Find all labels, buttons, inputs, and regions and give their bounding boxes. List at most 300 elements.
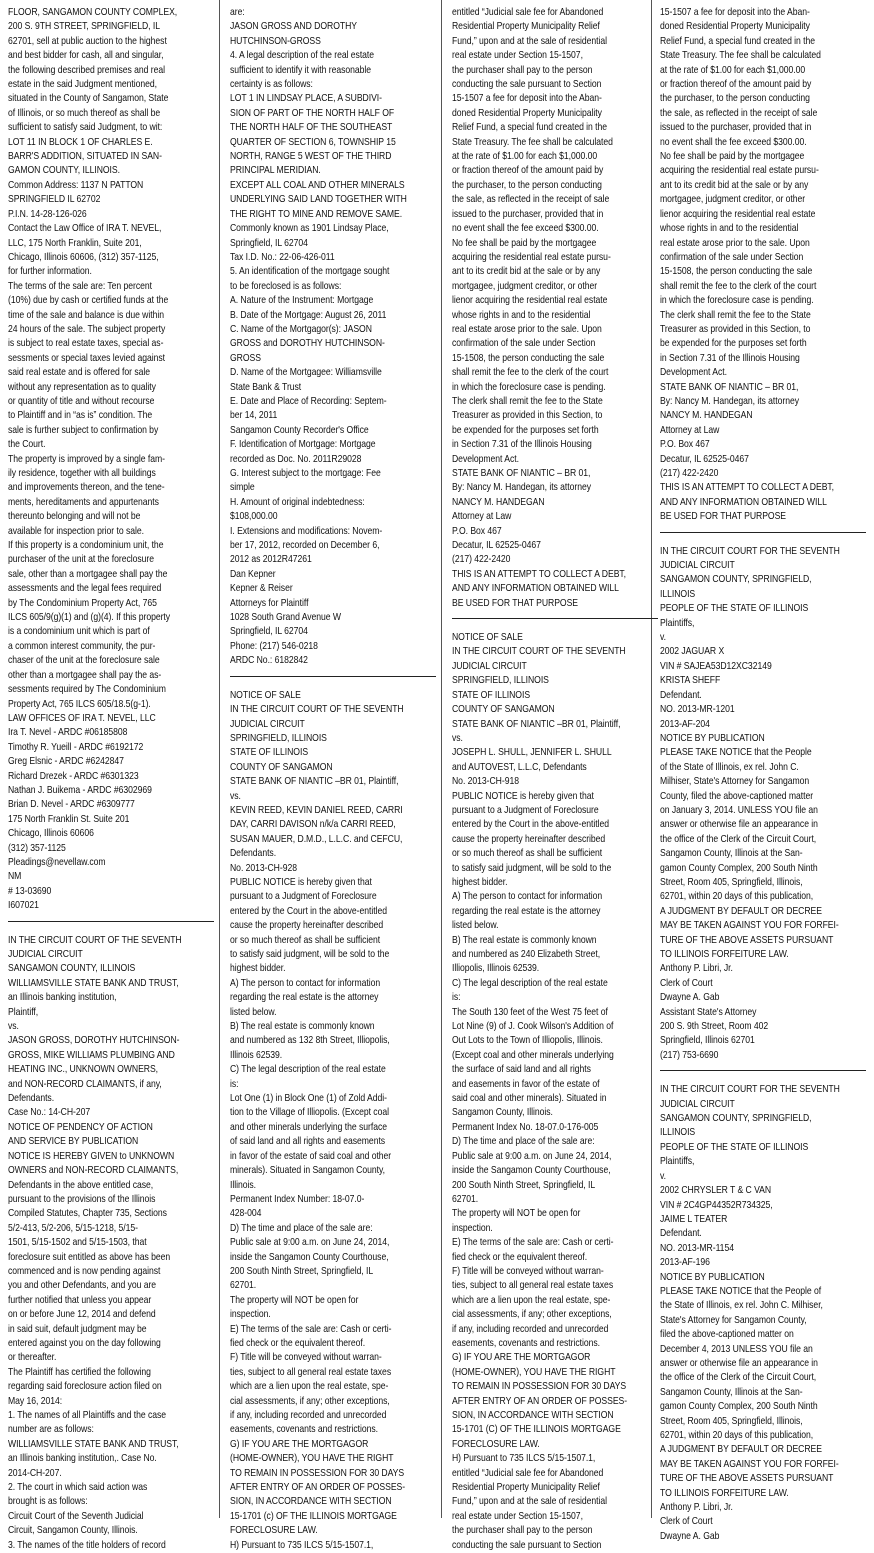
text-line: IN THE CIRCUIT COURT FOR THE SEVENTH (660, 545, 840, 557)
text-line: time of the sale and balance is due within (8, 309, 164, 321)
text-line: I. Extensions and modifications: Novem- (230, 525, 383, 537)
text-line: VIN # 2C4GP44352R734325, (660, 1199, 773, 1211)
text-line: acquiring the residential real estate pursu- (452, 251, 611, 263)
text-line: purchaser of the unit at the foreclosure (8, 554, 155, 566)
text-line: 15-1507 a fee for deposit into the Aban- (660, 7, 810, 18)
text-line: NOTICE BY PUBLICATION (660, 1271, 765, 1283)
text-line: no event shall the fee exceed $300.00. (452, 223, 599, 235)
text-line: C. Name of the Mortgagor(s): JASON (230, 323, 372, 335)
text-line: P.O. Box 467 (660, 439, 710, 451)
text-line: sale, other than a mortgagee shall pay the (8, 568, 168, 580)
text-line: in Section 7.31 of the Illinois Housing (452, 439, 592, 451)
text-line: BE USED FOR THAT PURPOSE (452, 597, 579, 609)
text-line: SION, IN ACCORDANCE WITH SECTION (452, 1410, 614, 1421)
column-1 (8, 6, 214, 1553)
text-line: the purchaser shall pay to the person (452, 64, 593, 76)
text-line: C) The legal description of the real estate (230, 1064, 386, 1076)
text-line: Illiopolis, Illinois 62539. (452, 963, 540, 975)
text-line: 2002 CHRYSLER T & C VAN (660, 1185, 772, 1197)
text-line: fied check or the equivalent thereof. (452, 1251, 588, 1263)
text-line: NORTH, RANGE 5 WEST OF THE THIRD (230, 151, 392, 163)
text-line: and improvements thereon, and the tene- (8, 482, 165, 494)
text-line: number are as follows: (8, 1424, 94, 1436)
text-line: Brian D. Nevel - ARDC #6309777 (8, 799, 135, 811)
text-line: issued to the purchaser, provided that in (660, 122, 812, 134)
text-line: sale is further subject to confirmation by (8, 424, 159, 436)
text-line: PUBLIC NOTICE is hereby given that (230, 876, 372, 888)
text-line: is: (452, 992, 461, 1004)
text-line: of Illinois, or so much thereof as shall be (8, 107, 161, 119)
text-line: tion to the Village of Illiopolis. (Except coal (230, 1107, 389, 1119)
text-line: KEVIN REED, KEVIN DANIEL REED, CARRI (230, 804, 403, 816)
text-line: LLC, 175 North Franklin, Suite 201, (8, 237, 142, 249)
text-line: TURE OF THE ABOVE ASSETS PURSUANT (660, 934, 834, 946)
text-line: SANGAMON COUNTY, SPRINGFIELD, (660, 1113, 812, 1125)
text-line: NANCY M. HANDEGAN (660, 410, 753, 422)
text-line: JOSEPH L. SHULL, JENNIFER L. SHULL (452, 747, 612, 759)
text-line: COUNTY OF SANGAMON (230, 761, 333, 773)
text-line: IN THE CIRCUIT COURT OF THE SEVENTH (8, 934, 182, 946)
text-line: which are a lien upon the real estate, spe- (452, 1294, 611, 1306)
text-line: AND ANY INFORMATION OBTAINED WILL (660, 496, 827, 508)
text-line: Illinois. (230, 1179, 256, 1191)
text-line: STATE OF ILLINOIS (452, 689, 531, 701)
text-line: regarding the real estate is the attorney (230, 992, 379, 1004)
text-line: said real estate and is offered for sale (8, 367, 151, 379)
text-line: the sale, as reflected in the receipt of sale (452, 194, 610, 206)
text-line: simple (230, 482, 255, 494)
text-line: Defendants. (230, 848, 277, 860)
text-line: mortgagee, judgment creditor, or other (660, 194, 806, 206)
text-line: cial assessments, if any; other exceptions, (230, 1395, 390, 1407)
text-line: or quantity of title and without recourse (8, 395, 155, 407)
text-line: STATE OF ILLINOIS (230, 747, 309, 759)
column-2 (230, 6, 436, 1553)
text-line: Chicago, Illinois 60606 (8, 828, 94, 840)
notice-separator-rule (230, 676, 436, 677)
text-line: MAY BE TAKEN AGAINST YOU FOR FORFEI- (660, 920, 839, 932)
text-line: ILLINOIS (660, 1127, 696, 1139)
text-line: in Section 7.31 of the Illinois Housing (660, 352, 800, 364)
text-line: 2013-AF-204 (660, 718, 710, 730)
text-line: The Plaintiff has certified the following (8, 1366, 151, 1378)
text-line: STATE BANK OF NIANTIC –BR 01, Plaintiff, (230, 776, 399, 788)
text-line: filed the above-captioned matter on (660, 1329, 794, 1341)
text-line: ties, subject to all general real estate taxes (452, 1280, 614, 1292)
text-line: WILLIAMSVILLE STATE BANK AND TRUST, (8, 1438, 179, 1450)
text-line: the surface of said land and all rights (452, 1064, 591, 1076)
text-line: 428-004 (230, 1208, 262, 1220)
text-line: Clerk of Court (660, 1516, 713, 1528)
text-line: 4. A legal description of the real estate (230, 50, 375, 62)
column-3 (452, 6, 658, 1553)
text-line: Lot One (1) in Block One (1) of Zold Addi- (230, 1093, 387, 1105)
text-line: SPRINGFIELD, ILLINOIS (452, 675, 549, 687)
text-line: TURE OF THE ABOVE ASSETS PURSUANT (660, 1473, 834, 1485)
text-line: JUDICIAL CIRCUIT (230, 718, 305, 730)
notice-block (660, 545, 866, 1064)
text-line: B) The real estate is commonly known (452, 934, 597, 946)
text-line: highest bidder. (452, 876, 508, 888)
text-line: ily residence, together with all buildings (8, 468, 156, 479)
text-line: By: Nancy M. Handegan, its attorney (660, 395, 799, 407)
text-line: if any, including recorded and unrecorded (452, 1323, 609, 1335)
text-line: 15-1508, the person conducting the sale (660, 266, 813, 278)
text-line: the office of the Clerk of the Circuit Court, (660, 833, 817, 845)
text-line: inspection. (452, 1222, 493, 1234)
text-line: Public sale at 9:00 a.m. on June 24, 2014, (230, 1237, 390, 1249)
text-line: NOTICE OF SALE (230, 689, 301, 701)
text-line: BE USED FOR THAT PURPOSE (660, 511, 787, 523)
text-line: sufficient to satisfy said Judgment, to wit: (8, 122, 163, 134)
text-line: lienor acquiring the residential real estate (452, 295, 608, 307)
notice-block (660, 1083, 866, 1544)
text-line: 62701, within 20 days of this publication, (660, 891, 814, 903)
text-line: WILLIAMSVILLE STATE BANK AND TRUST, (8, 977, 179, 989)
text-line: Compiled Statutes, Chapter 735, Sections (8, 1208, 167, 1220)
text-line: Anthony P. Libri, Jr. (660, 963, 733, 975)
text-line: Development Act. (660, 367, 727, 379)
text-line: Springfield, Illinois 62701 (660, 1035, 755, 1047)
text-line: Case No.: 14-CH-207 (8, 1107, 91, 1119)
text-line: FORECLOSURE LAW. (452, 1438, 540, 1450)
text-line: Relief Fund, a special fund created in the (452, 122, 608, 134)
text-line: SPRINGFIELD, ILLINOIS (230, 732, 327, 744)
text-line: in which the foreclosure case is pending. (452, 381, 606, 393)
text-line: and numbered as 240 Elizabeth Street, (452, 949, 601, 960)
text-line: pursuant to a Judgment of Foreclosure (452, 804, 599, 816)
text-line: KRISTA SHEFF (660, 675, 721, 687)
text-line: Sangamon County, Illinois. (452, 1107, 553, 1119)
text-line: 62701, sell at public auction to the highest (8, 35, 167, 47)
text-line: (HOME-OWNER), YOU HAVE THE RIGHT (452, 1366, 616, 1378)
text-line: (217) 422-2420 (660, 468, 719, 479)
text-line: QUARTER OF SECTION 6, TOWNSHIP 15 (230, 136, 396, 148)
text-line: 200 South Ninth Street, Springfield, IL (230, 1265, 374, 1277)
text-line: cial assessments, if any; other exceptions, (452, 1309, 612, 1321)
text-line: THIS IS AN ATTEMPT TO COLLECT A DEBT, (452, 568, 627, 580)
text-line: ILLINOIS (660, 588, 696, 600)
text-line: IN THE CIRCUIT COURT FOR THE SEVENTH (660, 1084, 840, 1096)
text-line: Illinois 62539. (230, 1049, 283, 1061)
text-line: DAY, CARRI DAVISON n/k/a CARRI REED, (230, 819, 396, 831)
column-divider (441, 0, 442, 1518)
text-line: Defendants. (8, 1093, 55, 1105)
text-line: ant to its credit bid at the sale or by any (660, 179, 809, 191)
text-line: Public sale at 9:00 a.m. on June 24, 2014, (452, 1150, 612, 1162)
text-line: SPRINGFIELD IL 62702 (8, 194, 101, 206)
text-line: cause the property hereinafter described (230, 920, 384, 932)
text-line: PRINCIPAL MERIDIAN. (230, 165, 321, 177)
text-line: Anthony P. Libri, Jr. (660, 1502, 733, 1514)
notice-block (230, 689, 436, 1553)
text-line: for further information. (8, 266, 92, 278)
text-line: Circuit Court of the Seventh Judicial (8, 1510, 144, 1522)
text-line: PLEASE TAKE NOTICE that the People (660, 747, 812, 759)
text-line: further notified that unless you appear (8, 1294, 152, 1306)
text-line: Attorneys for Plaintiff (230, 597, 309, 609)
text-line: issued to the purchaser, provided that in (452, 208, 604, 220)
text-line: STATE BANK OF NIANTIC – BR 01, (660, 381, 799, 393)
text-line: JASON GROSS AND DOROTHY (230, 21, 357, 33)
text-line: Decatur, IL 62525-0467 (660, 453, 749, 465)
text-line: NOTICE OF PENDENCY OF ACTION (8, 1121, 153, 1133)
text-line: 2012 as 2012R47261 (230, 554, 312, 566)
text-line: cause the property hereinafter described (452, 833, 606, 845)
text-line: GROSS (230, 352, 261, 364)
text-line: of said land and all rights and easements (230, 1136, 386, 1148)
text-line: Timothy R. Yueill - ARDC #6192172 (8, 741, 144, 753)
text-line: certainty is as follows: (230, 79, 313, 91)
text-line: Plaintiffs, (660, 617, 695, 629)
text-line: (10%) due by cash or certified funds at the (8, 295, 169, 307)
text-line: E) The terms of the sale are: Cash or certi- (452, 1237, 614, 1249)
text-line: Dwayne A. Gab (660, 992, 720, 1004)
text-line: confirmation of the sale under Section (452, 338, 596, 350)
text-line: assessments and the legal fees required (8, 583, 162, 595)
text-line: A JUDGMENT BY DEFAULT OR DECREE (660, 905, 822, 917)
text-line: BARR'S ADDITION, SITUATED IN SAN- (8, 151, 162, 163)
text-line: F. Identification of Mortgage: Mortgage (230, 439, 376, 451)
text-line: whose rights in and to the residential (660, 223, 799, 235)
text-line: and NON-RECORD CLAIMANTS, if any, (8, 1078, 162, 1090)
text-line: thereunto belonging and will not be (8, 511, 141, 523)
text-line: Treasurer as provided in this Section, to (452, 410, 603, 422)
text-line: UNDERLYING SAID LAND TOGETHER WITH (230, 194, 407, 206)
text-line: JUDICIAL CIRCUIT (452, 660, 527, 672)
text-line: SANGAMON COUNTY, ILLINOIS (8, 963, 136, 975)
text-line: 62701. (452, 1193, 479, 1205)
text-line: inside the Sangamon County Courthouse, (452, 1165, 611, 1177)
text-line: G. Interest subject to the mortgage: Fee (230, 468, 381, 479)
text-line: Fund,” upon and at the sale of residential (452, 1496, 608, 1508)
text-line: Treasurer as provided in this Section, to (660, 323, 811, 335)
text-line: NOTICE BY PUBLICATION (660, 732, 765, 744)
text-line: NM (8, 871, 22, 883)
text-line: PEOPLE OF THE STATE OF ILLINOIS (660, 603, 809, 615)
text-line: Ira T. Nevel - ARDC #06185808 (8, 727, 128, 739)
text-line: SUSAN MAUER, D.M.D., L.L.C. and CEFCU, (230, 833, 403, 845)
text-line: recorded as Doc. No. 2011R29028 (230, 453, 362, 465)
text-line: VIN # SAJEA53D12XC32149 (660, 660, 772, 672)
text-line: inspection. (230, 1309, 271, 1321)
text-line: Permanent Index Number: 18-07.0- (230, 1193, 365, 1205)
text-line: sessments or special taxes levied against (8, 352, 165, 364)
text-line: PLEASE TAKE NOTICE that the People of (660, 1285, 822, 1297)
text-line: v. (660, 1170, 666, 1182)
notice-block (230, 6, 436, 669)
text-line: or so much thereof as shall be sufficient (230, 934, 381, 946)
text-line: 2014-CH-207. (8, 1467, 62, 1479)
text-line: the following described premises and real (8, 64, 165, 76)
text-line: or fraction thereof of the amount paid by (452, 165, 604, 177)
text-line: (217) 422-2420 (452, 554, 511, 566)
text-line: County, filed the above-captioned matter (660, 790, 814, 802)
text-line: said coal and other minerals). Situated in (452, 1093, 607, 1105)
notice-block (452, 6, 658, 611)
text-line: E) The terms of the sale are: Cash or certi- (230, 1323, 392, 1335)
text-line: are: (230, 7, 245, 18)
text-line: F) Title will be conveyed without warran- (452, 1265, 604, 1277)
text-line: to satisfy said judgment, will be sold to the (230, 949, 390, 960)
text-line: JAIME L TEATER (660, 1213, 728, 1225)
text-line: inside the Sangamon County Courthouse, (230, 1251, 389, 1263)
text-line: and numbered as 132 8th Street, Illiopolis, (230, 1035, 390, 1047)
text-line: JASON GROSS, DOROTHY HUTCHINSON- (8, 1035, 180, 1047)
text-line: to satisfy said judgment, will be sold to the (452, 862, 612, 874)
text-line: or fraction thereof of the amount paid by (660, 79, 812, 91)
text-line: the sale, as reflected in the receipt of sale (660, 107, 818, 119)
text-line: A JUDGMENT BY DEFAULT OR DECREE (660, 1444, 822, 1456)
text-line: B. Date of the Mortgage: August 26, 2011 (230, 309, 387, 321)
text-line: I607021 (8, 900, 39, 912)
text-line: sufficient to identify it with reasonable (230, 64, 372, 76)
text-line: Plaintiff, (8, 1006, 39, 1018)
notice-separator-rule (8, 921, 214, 922)
text-line: pursuant to a Judgment of Foreclosure (230, 891, 377, 903)
text-line: December 4, 2013 UNLESS YOU file an (660, 1343, 813, 1355)
notice-separator-rule (660, 532, 866, 533)
text-line: Lot Nine (9) of J. Cook Wilson's Addition of (452, 1021, 614, 1033)
text-line: A) The person to contact for information (230, 977, 381, 989)
text-line: without any representation as to quality (8, 381, 156, 393)
text-line: JUDICIAL CIRCUIT (8, 949, 83, 960)
text-line: AND ANY INFORMATION OBTAINED WILL (452, 583, 619, 595)
text-line: GROSS and DOROTHY HUTCHINSON- (230, 338, 385, 350)
text-line: The property is improved by a single fam- (8, 453, 165, 465)
text-line: By: Nancy M. Handegan, its attorney (452, 482, 591, 494)
text-line: the State of Illinois, ex rel. John C. Milhiser, (660, 1300, 823, 1312)
text-line: (HOME-OWNER), YOU HAVE THE RIGHT (230, 1453, 394, 1465)
text-line: LAW OFFICES OF IRA T. NEVEL, LLC (8, 712, 156, 724)
text-line: vs. (230, 790, 241, 802)
text-line: real estate arose prior to the sale. Upon (660, 237, 810, 249)
text-line: TO ILLINOIS FORFEITURE LAW. (660, 949, 789, 960)
text-line: on or before June 12, 2014 and defend (8, 1309, 156, 1321)
text-line: SION, IN ACCORDANCE WITH SECTION (230, 1496, 392, 1508)
text-line: Springfield, IL 62704 (230, 237, 308, 249)
text-line: Decatur, IL 62525-0467 (452, 540, 541, 552)
text-line: listed below. (452, 920, 499, 932)
text-line: AFTER ENTRY OF AN ORDER OF POSSES- (230, 1482, 406, 1494)
text-line: shall remit the fee to the clerk of the court (452, 367, 609, 379)
text-line: 2013-AF-196 (660, 1257, 710, 1269)
text-line: 15-1701 (C) OF THE ILLINOIS MORTGAGE (452, 1424, 621, 1436)
text-line: LOT 11 IN BLOCK 1 OF CHARLES E. (8, 136, 153, 148)
text-line: and best bidder for cash, all and singular, (8, 50, 164, 62)
text-line: IN THE CIRCUIT COURT OF THE SEVENTH (230, 704, 404, 716)
text-line: gamon County Complex, 200 South Ninth (660, 1401, 818, 1413)
text-line: No fee shall be paid by the mortgagee (660, 151, 805, 163)
text-line: v. (660, 632, 666, 644)
text-line: State Treasury. The fee shall be calculated (660, 50, 821, 62)
text-line: No fee shall be paid by the mortgagee (452, 237, 597, 249)
text-line: in which the foreclosure case is pending. (660, 295, 814, 307)
text-line: gamon County Complex, 200 South Ninth (660, 862, 818, 874)
text-line: the purchaser, to the person conducting (452, 179, 602, 191)
notice-separator-rule (660, 1070, 866, 1071)
text-line: 200 S. 9TH STREET, SPRINGFIELD, IL (8, 21, 160, 33)
text-line: pursuant to the provisions of the Illinois (8, 1193, 156, 1205)
text-line: Attorney at Law (452, 511, 512, 523)
text-line: is: (230, 1078, 239, 1090)
text-line: Commonly known as 1901 Lindsay Place, (230, 223, 389, 235)
text-line: confirmation of the sale under Section (660, 251, 804, 263)
text-line: LOT 1 IN LINDSAY PLACE, A SUBDIVI- (230, 93, 382, 105)
text-line: (Except coal and other minerals underlying (452, 1049, 614, 1061)
text-line: 1. The names of all Plaintiffs and the case (8, 1410, 167, 1421)
text-line: NOTICE OF SALE (452, 632, 523, 644)
text-line: Milhiser, State's Attorney for Sangamon (660, 776, 810, 788)
text-line: the Court. (8, 439, 46, 451)
text-line: Relief Fund, a special fund created in the (660, 35, 816, 47)
text-line: State Treasury. The fee shall be calculated (452, 136, 613, 148)
text-line: F) Title will be conveyed without warran- (230, 1352, 382, 1364)
text-line: Richard Drezek - ARDC #6301323 (8, 770, 139, 782)
text-line: mortgagee, judgment creditor, or other (452, 280, 598, 292)
text-line: answer or otherwise file an appearance in (660, 819, 818, 831)
text-line: Property Act, 765 ILCS 605/18.5(g-1). (8, 698, 151, 710)
text-line: The terms of the sale are: Ten percent (8, 280, 153, 292)
text-line: at the rate of $1.00 for each $1,000.00 (452, 151, 598, 163)
text-line: H) Pursuant to 735 ILCS 5/15-1507.1, (230, 1539, 374, 1551)
text-line: estate in the said Judgment mentioned, (8, 79, 157, 91)
notice-block (452, 631, 658, 1553)
text-line: be expended for the purposes set forth (452, 424, 599, 436)
text-line: Kepner & Reiser (230, 583, 293, 595)
text-line: 1028 South Grand Avenue W (230, 612, 341, 624)
text-line: NO. 2013-MR-1201 (660, 704, 735, 716)
text-line: and easements in favor of the estate of (452, 1078, 600, 1090)
text-line: H. Amount of original indebtedness: (230, 496, 365, 508)
text-line: STATE BANK OF NIANTIC –BR 01, Plaintiff, (452, 718, 621, 730)
text-line: to be foreclosed is as follows: (230, 280, 342, 292)
text-line: Defendant. (660, 689, 702, 701)
text-line: The South 130 feet of the West 75 feet of (452, 1006, 608, 1018)
text-line: 15-1507 a fee for deposit into the Aban- (452, 93, 602, 105)
text-line: the purchaser, to the person conducting (660, 93, 810, 105)
text-line: Springfield, IL 62704 (230, 626, 308, 638)
text-line: entitled “Judicial sale fee for Abandoned (452, 1467, 604, 1479)
text-line: SION OF PART OF THE NORTH HALF OF (230, 107, 395, 119)
text-line: GAMON COUNTY, ILLINOIS. (8, 165, 120, 177)
text-line: PUBLIC NOTICE is hereby given that (452, 790, 594, 802)
text-line: May 16, 2014: (8, 1395, 63, 1407)
text-line: fied check or the equivalent thereof. (230, 1337, 366, 1349)
text-line: 175 North Franklin St. Suite 201 (8, 813, 130, 825)
text-line: ties, subject to all general real estate taxes (230, 1366, 392, 1378)
text-line: Defendants in the above entitled case, (8, 1179, 154, 1191)
text-line: 3. The names of the title holders of record (8, 1539, 166, 1551)
text-line: an Illinois banking institution,. Case No. (8, 1453, 157, 1465)
text-line: Tax I.D. No.: 22-06-426-011 (230, 251, 335, 263)
text-line: HEATING INC., UNKNOWN OWNERS, (8, 1064, 159, 1076)
text-line: the purchaser shall pay to the person (452, 1525, 593, 1537)
text-line: regarding said foreclosure action filed on (8, 1381, 162, 1393)
text-line: and other minerals underlying the surface (230, 1121, 387, 1133)
text-line: MAY BE TAKEN AGAINST YOU FOR FORFEI- (660, 1458, 839, 1470)
text-line: The clerk shall remit the fee to the State (660, 309, 811, 321)
text-line: real estate under Section 15-1507, (452, 1510, 583, 1522)
text-line: E. Date and Place of Recording: Septem- (230, 395, 387, 407)
text-line: STATE BANK OF NIANTIC – BR 01, (452, 468, 591, 479)
text-line: 15-1508, the person conducting the sale (452, 352, 605, 364)
text-line: No. 2013-CH-928 (230, 862, 297, 874)
text-line: whose rights in and to the residential (452, 309, 591, 321)
text-line: ments, hereditaments and appurtenants (8, 496, 159, 508)
text-line: 2002 JAGUAR X (660, 646, 725, 658)
text-line: OWNERS and NON-RECORD CLAIMANTS, (8, 1165, 179, 1177)
